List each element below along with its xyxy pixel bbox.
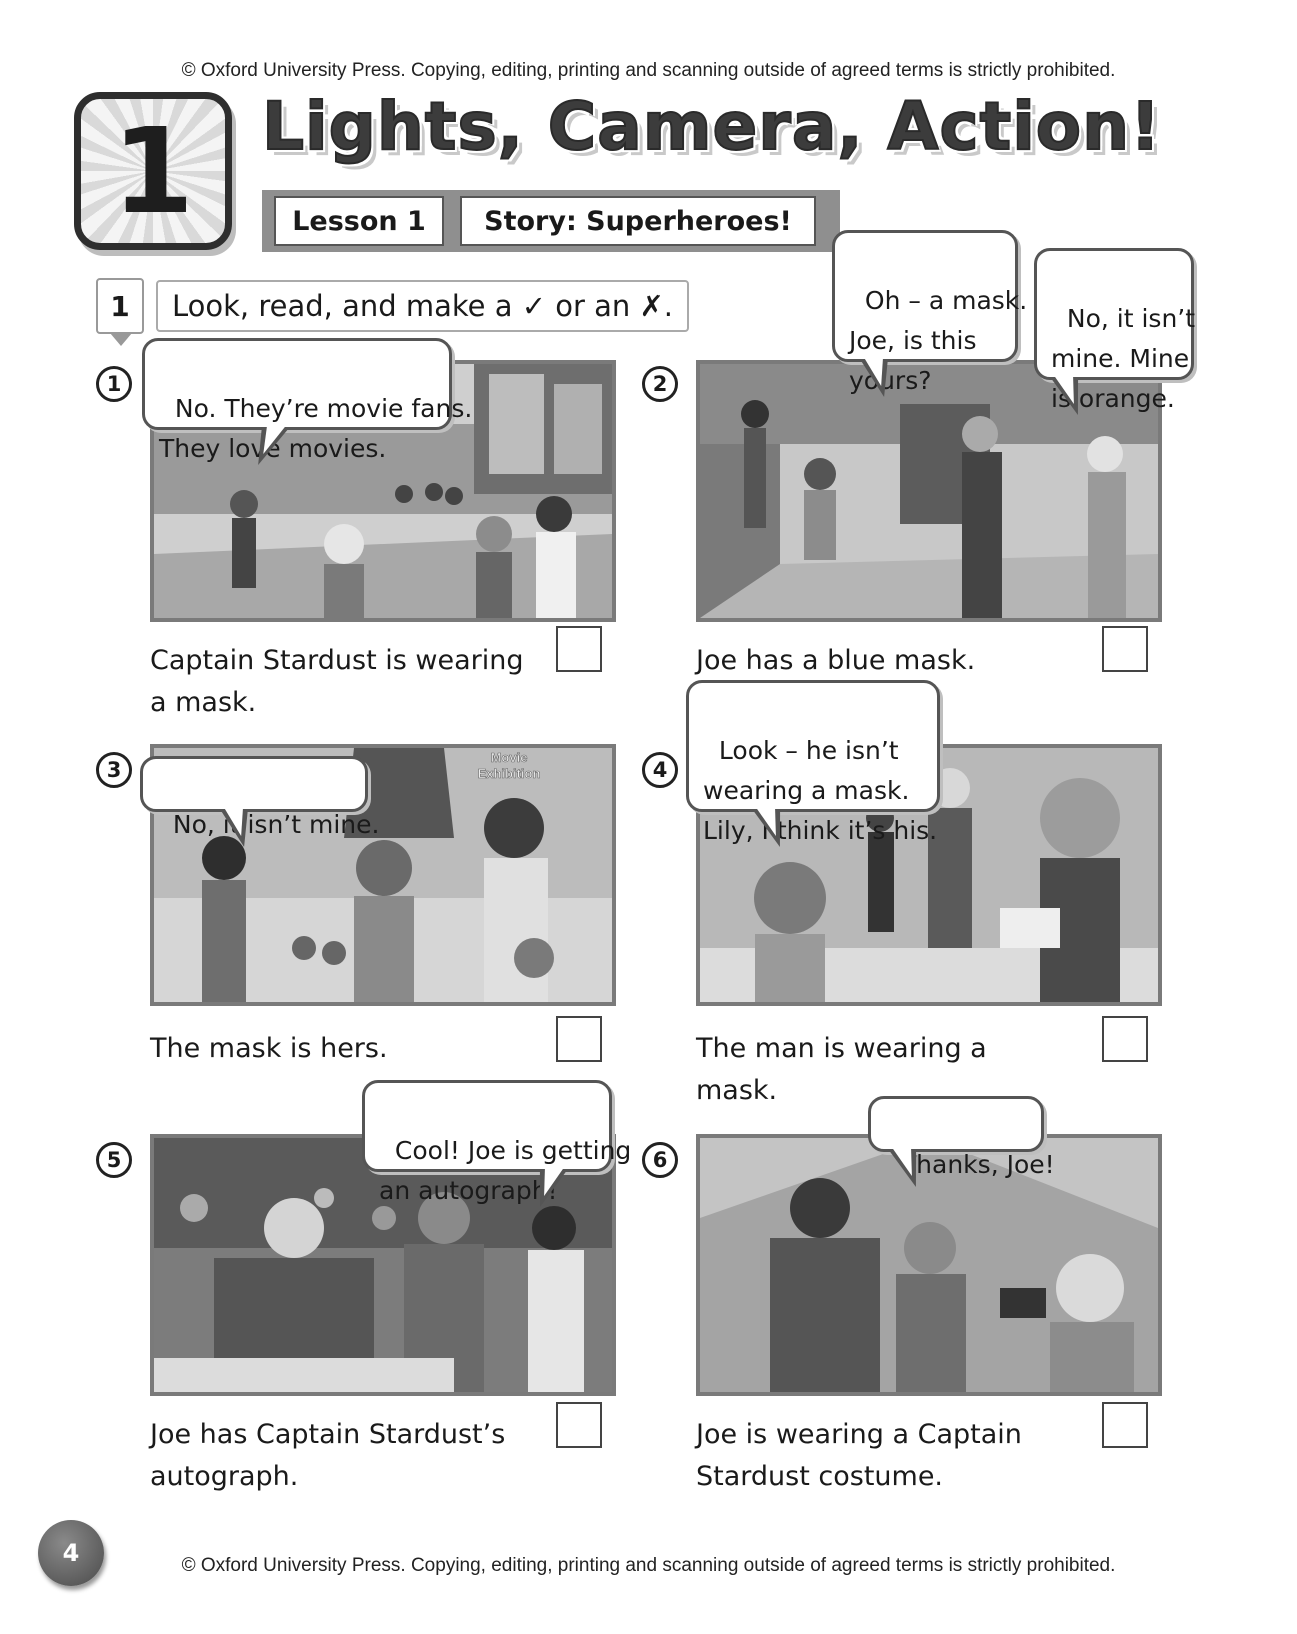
speech-bubble-1-text: No. They’re movie fans. They love movies. — [159, 394, 473, 463]
answer-checkbox-3[interactable] — [556, 1016, 602, 1062]
activity-instruction: Look, read, and make a ✓ or an ✗. — [156, 280, 689, 332]
panel-number-4: 4 — [642, 752, 678, 788]
answer-checkbox-1[interactable] — [556, 626, 602, 672]
speech-bubble-3-text: No, it isn’t mine. — [172, 810, 380, 839]
speech-bubble-2b-text: No, it isn’t mine. Mine is orange. — [1051, 304, 1196, 413]
statement-1: Captain Stardust is wearing a mask. — [150, 645, 524, 718]
unit-title: Lights, Camera, Action! — [262, 88, 1162, 165]
answer-checkbox-6[interactable] — [1102, 1402, 1148, 1448]
lesson-banner — [262, 190, 840, 252]
panel-number-5: 5 — [96, 1142, 132, 1178]
unit-badge — [74, 92, 232, 250]
statement-3: The mask is hers. — [150, 1033, 388, 1064]
copyright-bottom: © Oxford University Press. Copying, editing, printing and scanning outside of agreed terms is strictly prohibited. — [181, 1555, 1116, 1576]
answer-checkbox-2[interactable] — [1102, 626, 1148, 672]
speech-bubble-2b — [1034, 248, 1196, 413]
copyright-top: © Oxford University Press. Copying, editing, printing and scanning outside of agreed terms is strictly prohibited. — [181, 60, 1116, 81]
panel-number-2: 2 — [642, 366, 678, 402]
speech-bubble-6 — [868, 1096, 1055, 1179]
movie-exhibition-sign: Movie Exhibition — [477, 750, 541, 781]
speech-bubble-1 — [142, 338, 473, 463]
panel-number-3: 3 — [96, 752, 132, 788]
speech-bubble-6-text: Thanks, Joe! — [900, 1150, 1055, 1179]
answer-checkbox-4[interactable] — [1102, 1016, 1148, 1062]
answer-checkbox-5[interactable] — [556, 1402, 602, 1448]
speech-bubble-2a-text: Oh – a mask. Joe, is this yours? — [849, 286, 1028, 395]
speech-bubble-2a — [832, 230, 1028, 395]
statement-4: The man is wearing a mask. — [696, 1033, 987, 1106]
panel-number-6: 6 — [642, 1142, 678, 1178]
statement-5: Joe has Captain Stardust’s autograph. — [150, 1419, 506, 1492]
activity-number: 1 — [96, 278, 144, 334]
speech-bubble-4-text: Look – he isn’t wearing a mask. Lily, I think it’s his. — [703, 736, 938, 845]
panel-number-1: 1 — [96, 366, 132, 402]
statement-2: Joe has a blue mask. — [696, 645, 976, 676]
page-number: 4 — [38, 1520, 104, 1586]
speech-bubble-3 — [140, 756, 380, 839]
speech-bubble-5 — [362, 1080, 632, 1205]
lesson-label: Lesson 1 — [274, 196, 444, 246]
lesson-story-title: Story: Superheroes! — [460, 196, 816, 246]
speech-bubble-5-text: Cool! Joe is getting an autograph! — [379, 1136, 632, 1205]
unit-number: 1 — [111, 102, 195, 240]
statement-6: Joe is wearing a Captain Stardust costume. — [696, 1419, 1022, 1492]
speech-bubble-4 — [686, 680, 940, 845]
